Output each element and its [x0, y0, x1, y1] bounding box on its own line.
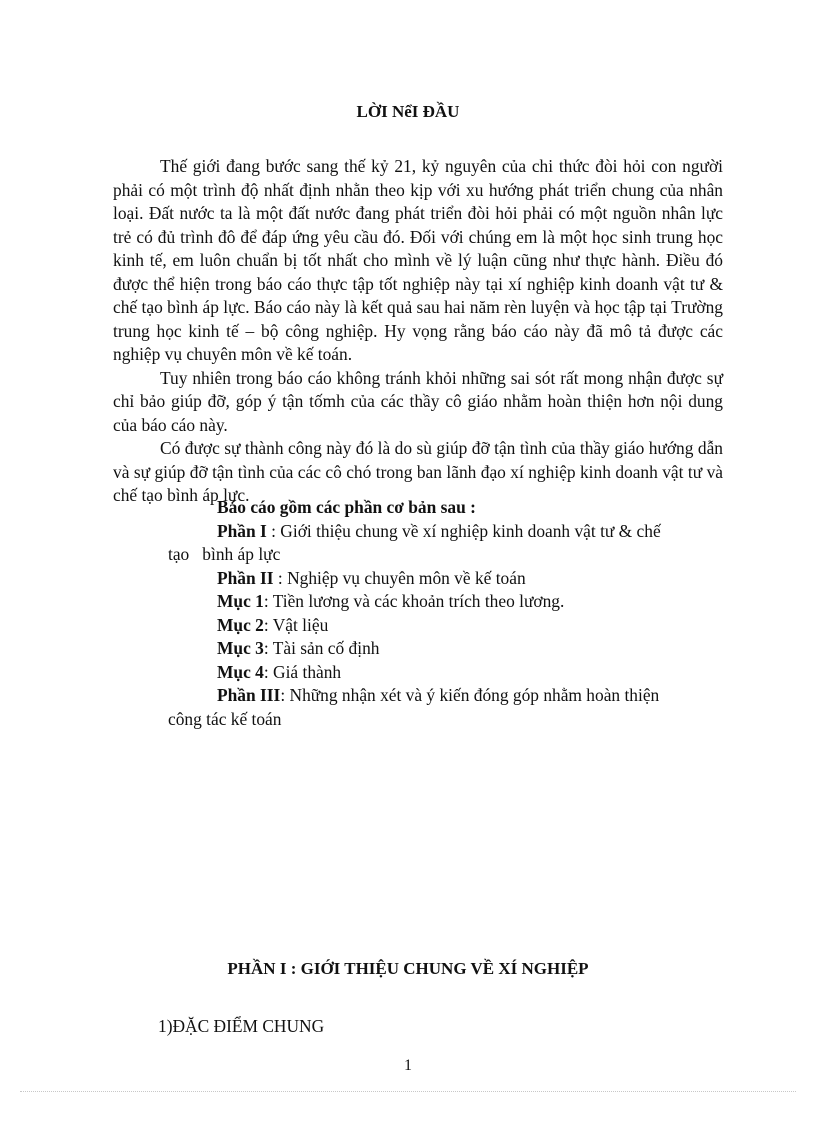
intro-paragraph-2: Tuy nhiên trong báo cáo không tránh khỏi những sai sót rất mong nhận được sự chỉ bảo giúp đỡ, góp ý tận tốmh của các thầy cô giáo nhằm hoàn thiện hơn nội dung của báo cáo này. — [113, 367, 723, 435]
intro-body — [113, 155, 723, 508]
outline-part-1 — [0, 520, 816, 544]
report-outline — [0, 496, 816, 731]
outline-heading-text: Báo cáo gồm các phần cơ bản sau : — [217, 497, 476, 517]
part-3-text: : Những nhận xét và ý kiến đóng góp nhằm hoàn thiện — [280, 685, 660, 705]
item-4-text: : Giá thành — [263, 661, 342, 682]
part-1-text: : Giới thiệu chung về xí nghiệp kinh doanh vật tư & chế — [266, 520, 661, 541]
part-1-label: Phần I — [217, 520, 267, 541]
outline-item-2 — [0, 614, 816, 638]
page-bottom-divider — [20, 1091, 796, 1092]
item-3-text: : Tài sản cố định — [263, 638, 380, 658]
intro-paragraph-3: Có được sự thành công này đó là do sù giúp đỡ tận tình của thầy giáo hướng dẫn và sự giúp đỡ tận tình của các cô chó trong ban lãnh đạo xí nghiệp kinh doanh vật tư và chế tạo bình áp lực. — [113, 438, 723, 505]
part-1-continuation: tạo bình áp lực — [168, 544, 281, 564]
item-4-label: Mục 4 — [217, 661, 264, 682]
outline-heading — [0, 496, 816, 520]
part-3-continuation: công tác kế toán — [168, 708, 282, 729]
outline-item-3 — [0, 637, 816, 661]
page-title: LỜI NểI ĐẦU — [356, 102, 460, 121]
item-3-label: Mục 3 — [217, 638, 264, 658]
part-2-text: : Nghiệp vụ chuyên môn về kế toán — [273, 567, 526, 588]
section-title: PHẦN I : GIỚI THIỆU CHUNG VỀ XÍ NGHIỆP — [227, 959, 589, 978]
part-3-label: Phần III — [217, 685, 281, 705]
item-1-label: Mục 1 — [217, 591, 264, 611]
outline-part-3 — [0, 684, 816, 708]
part-2-label: Phần II — [217, 567, 274, 588]
intro-paragraph-1: Thế giới đang bước sang thế kỷ 21, kỷ nguyên của chi thức đòi hỏi con người phải có một trình độ nhất định nhằn theo kịp với xu hướng phát triển chung của nhân loại. Đất nước ta là một đất nước đang phát triển đòi hỏi phải có một nguồn nhân lực trẻ có đủ trình đô để đáp ứng yêu cầu đó. Đối với chúng em là một học sinh trung học kinh tế, em luôn chuẩn bị tốt nhất cho mình về lý luận cũng như thực hành. Điều đó được thể hiện trong báo cáo thực tập tốt nghiệp này tại xí nghiệp kinh doanh vật tư & chế tạo bình áp lực. Báo cáo này là kết quả sau hai năm rèn luyện và học tập tại Trường trung học kinh tế – bộ công nghiệp. Hy vọng rằng báo cáo này đã mô tả được các nghiệp vụ chuyên môn về kế toán. — [113, 156, 723, 364]
outline-part-3-continued — [0, 708, 816, 732]
subsection-title: 1)ĐẶC ĐIỂM CHUNG — [158, 1016, 325, 1036]
item-1-text: : Tiền lương và các khoản trích theo lương. — [263, 591, 565, 611]
outline-item-4 — [0, 661, 816, 685]
item-2-text: : Vật liệu — [263, 614, 329, 635]
outline-part-2 — [0, 567, 816, 591]
item-2-label: Mục 2 — [217, 614, 264, 635]
outline-item-1 — [0, 590, 816, 614]
outline-part-1-continued — [0, 543, 816, 567]
page-number: 1 — [404, 1057, 412, 1074]
